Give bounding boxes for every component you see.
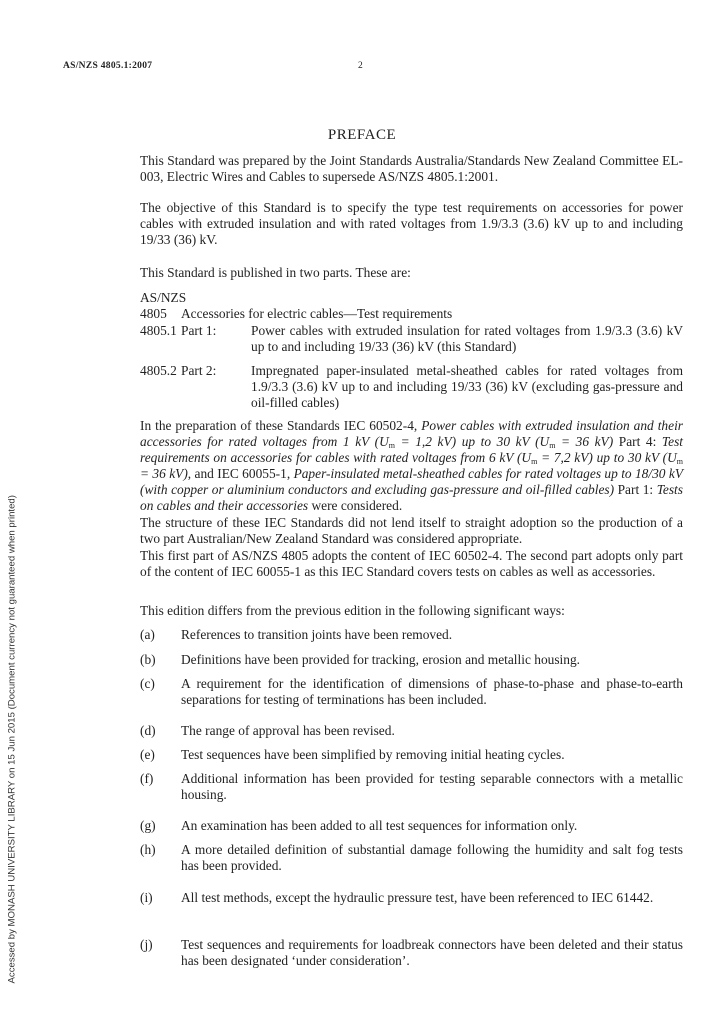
page-title: PREFACE [327, 127, 397, 143]
part-label: Part 2: [181, 363, 217, 378]
item-label: (f) [140, 771, 154, 786]
item-label: (b) [140, 652, 156, 667]
page-number: 2 [358, 61, 364, 71]
part-label: Part 1: [181, 323, 217, 338]
document-number: AS/NZS 4805.1:2007 [63, 61, 153, 71]
iec-title: = 1,2 kV) up to 30 kV (U [395, 434, 550, 449]
part-number: 4805 [140, 306, 167, 321]
iec-title: = 7,2 kV) up to 30 kV (U [537, 450, 677, 465]
part-description: Power cables with extruded insulation for rated voltages from 1.9/3.3 (3.6) kV up to and including 19/33 (36) kV (this Standard) [251, 323, 683, 354]
item-text: Definitions have been provided for tracking, erosion and metallic housing. [181, 652, 581, 667]
item-text: A more detailed definition of substantial damage following the humidity and salt fog tests has been provided. [181, 842, 683, 873]
item-text: Test sequences and requirements for loadbreak connectors have been deleted and their status has been designated ‘under consideration’. [181, 937, 683, 968]
subscript: m [549, 441, 556, 450]
paragraph-structure: The structure of these IEC Standards did not lend itself to straight adoption so the production of a two part Australian/New Zealand Standard was considered appropriate. [140, 515, 683, 546]
item-text: All test methods, except the hydraulic pressure test, have been referenced to IEC 61442. [181, 890, 654, 905]
text: In the preparation of these Standards IEC 60502-4, [140, 418, 422, 433]
paragraph-first-part: This first part of AS/NZS 4805 adopts the content of IEC 60502-4. The second part adopts only part of the content of IEC 60055-1 as this IEC Standard covers tests on cables as well as accessories. [140, 548, 683, 579]
item-text: An examination has been added to all test sequences for information only. [181, 818, 578, 833]
part-description: Impregnated paper-insulated metal-sheathed cables for rated voltages from 1.9/3.3 (3.6) kV up to and including 19/33 (36) kV (excluding gas-pressure and oil-filled cables) [251, 363, 683, 410]
iec-title: Power cables with extruded insulation and their accessories for rated voltages from 1 kV (U [140, 418, 683, 449]
access-watermark: Accessed by MONASH UNIVERSITY LIBRARY on 15 Jun 2015 (Document currency not guaranteed when printed) [6, 495, 18, 984]
text: were considered. [308, 498, 403, 513]
subscript: m [676, 457, 683, 466]
item-text: The range of approval has been revised. [181, 723, 395, 738]
iec-title: = 36 kV) [555, 434, 614, 449]
paragraph-iec-references [140, 418, 683, 514]
item-label: (c) [140, 676, 155, 691]
iec-title: Paper-insulated metal-sheathed cables for rated voltages up to 18/30 kV (with copper or aluminium conductors and excluding gas-pressure and oil-filled cables) [140, 466, 683, 497]
part-description: Accessories for electric cables—Test requirements [181, 306, 453, 321]
part-number: AS/NZS [140, 290, 187, 305]
item-text: References to transition joints have been removed. [181, 627, 453, 642]
item-label: (h) [140, 842, 156, 857]
paragraph-prepared-by: This Standard was prepared by the Joint Standards Australia/Standards New Zealand Committee EL-003, Electric Wires and Cables to supersede AS/NZS 4805.1:2001. [140, 153, 683, 184]
paragraph-objective: The objective of this Standard is to specify the type test requirements on accessories for power cables with extruded insulation and with rated voltages from 1.9/3.3 (3.6) kV up to and including 19/33 (36) kV. [140, 200, 683, 247]
item-label: (e) [140, 747, 155, 762]
paragraph-parts-intro: This Standard is published in two parts. These are: [140, 265, 411, 280]
item-label: (d) [140, 723, 156, 738]
item-label: (i) [140, 890, 153, 905]
item-text: A requirement for the identification of dimensions of phase-to-phase and phase-to-earth separations for testing of terminations has been included. [181, 676, 683, 707]
subscript: m [531, 457, 538, 466]
item-text: Additional information has been provided for testing separable connectors with a metallic housing. [181, 771, 683, 802]
iec-title: = 36 kV) [140, 466, 188, 481]
item-label: (j) [140, 937, 153, 952]
paragraph-edition: This edition differs from the previous edition in the following significant ways: [140, 603, 565, 618]
iec-title: Test requirements on accessories for cables with rated voltages from 6 kV (U [140, 434, 684, 465]
part-number: 4805.1 [140, 323, 177, 338]
text: , and IEC 60055-1, [187, 466, 294, 481]
part-number: 4805.2 [140, 363, 177, 378]
item-label: (g) [140, 818, 156, 833]
iec-title: Tests on cables and their accessories [140, 482, 683, 513]
subscript: m [388, 441, 396, 450]
item-text: Test sequences have been simplified by removing initial heating cycles. [181, 747, 565, 762]
text: Part 1: [614, 482, 657, 497]
item-label: (a) [140, 627, 155, 642]
text: Part 4: [613, 434, 662, 449]
